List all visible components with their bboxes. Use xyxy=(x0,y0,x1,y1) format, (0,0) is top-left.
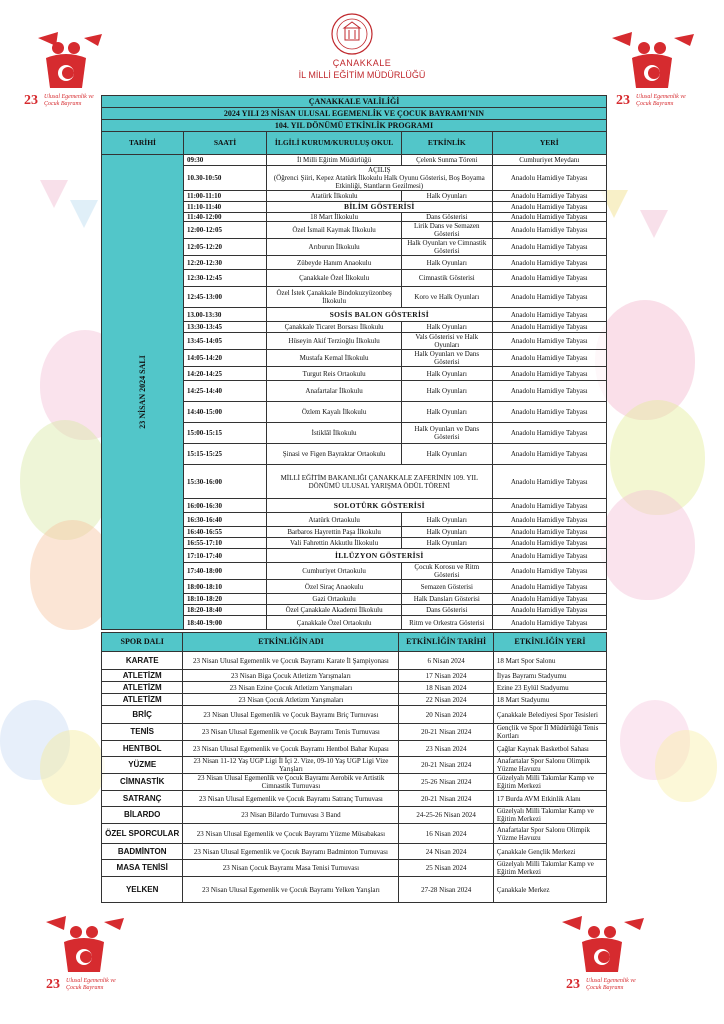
row-time: 14:20-14:25 xyxy=(183,367,266,381)
row-event: 23 Nisan Çocuk Bayramı Masa Tenisi Turnuvası xyxy=(183,860,399,877)
logo-number: 23 xyxy=(24,93,38,108)
row-time: 12:00-12:05 xyxy=(183,222,266,239)
row-event-date: 25-26 Nisan 2024 xyxy=(399,774,493,791)
row-organization: Özel Çanakkale Akademi İlkokulu xyxy=(267,605,402,616)
header-location: YERİ xyxy=(492,132,607,155)
row-event: 23 Nisan Ulusal Egemenlik ve Çocuk Bayramı Satranç Turnuvası xyxy=(183,791,399,807)
row-time: 12:30-12:45 xyxy=(183,270,266,287)
row-time: 15:15-15:25 xyxy=(183,444,266,465)
row-time: 18:10-18:20 xyxy=(183,594,266,605)
row-show-title: SOLOTÜRK GÖSTERİSİ xyxy=(267,499,492,513)
row-activity: Halk Oyunları xyxy=(402,322,492,333)
header-venue: ETKİNLİĞİN YERİ xyxy=(493,633,606,652)
row-activity: Halk Oyunları xyxy=(402,367,492,381)
row-activity: Lirik Dans ve Semazen Gösterisi xyxy=(402,222,492,239)
row-activity: Halk Oyunları ve Dans Gösterisi xyxy=(402,350,492,367)
row-location: Anadolu Hamidiye Tabyası xyxy=(492,444,607,465)
table-row xyxy=(102,774,607,791)
header-time: SAATİ xyxy=(183,132,266,155)
row-location: Cumhuriyet Meydanı xyxy=(492,155,607,166)
row-branch: ATLETİZM xyxy=(102,670,183,682)
row-event-date: 20-21 Nisan 2024 xyxy=(399,757,493,774)
bunting-decoration xyxy=(40,180,68,208)
row-location: Anadolu Hamidiye Tabyası xyxy=(492,191,607,202)
row-event-date: 20-21 Nisan 2024 xyxy=(399,724,493,741)
row-event: 23 Nisan Ulusal Egemenlik ve Çocuk Bayramı Hentbol Bahar Kupası xyxy=(183,741,399,757)
row-organization: Gazi Ortaokulu xyxy=(267,594,402,605)
row-location: Anadolu Hamidiye Tabyası xyxy=(492,616,607,630)
row-organization: Çanakkale Özel İlkokulu xyxy=(267,270,402,287)
row-activity: Halk Oyunları xyxy=(402,444,492,465)
row-organization: AÇILIŞ (Öğrenci Şiiri, Kepez Atatürk İlkokulu Halk Oyunu Gösterisi, Boş Boyama Etkinliği, Stantların Gezilmesi) xyxy=(267,166,492,191)
logo-line2: Çocuk Bayramı xyxy=(636,101,674,107)
row-activity: Semazen Gösterisi xyxy=(402,580,492,594)
program-title-3: 104. YIL DÖNÜMÜ ETKİNLİK PROGRAMI xyxy=(102,120,607,132)
row-event-date: 16 Nisan 2024 xyxy=(399,824,493,844)
row-organization: Özel İsmail Kaymak İlkokulu xyxy=(267,222,402,239)
row-location: Anadolu Hamidiye Tabyası xyxy=(492,594,607,605)
row-venue: Anafartalar Spor Salonu Olimpik Yüzme Havuzu xyxy=(493,757,606,774)
row-location: Anadolu Hamidiye Tabyası xyxy=(492,605,607,616)
row-venue: 17 Burda AVM Etkinlik Alanı xyxy=(493,791,606,807)
row-organization: Hüseyin Akif Terzioğlu İlkokulu xyxy=(267,333,402,350)
row-venue: Güzelyalı Milli Takımlar Kamp ve Eğitim Merkezi xyxy=(493,860,606,877)
row-organization: İstiklâl İlkokulu xyxy=(267,423,402,444)
row-event: 23 Nisan Ulusal Egemenlik ve Çocuk Bayramı Briç Turnuvası xyxy=(183,706,399,724)
row-time: 09:30 xyxy=(183,155,266,166)
row-branch: ATLETİZM xyxy=(102,694,183,706)
header-date: TARİHİ xyxy=(102,132,184,155)
row-time: 18:20-18:40 xyxy=(183,605,266,616)
table-row xyxy=(102,757,607,774)
row-activity: Çocuk Korosu ve Ritm Gösterisi xyxy=(402,563,492,580)
festival-logo xyxy=(40,912,128,992)
table-row xyxy=(102,724,607,741)
row-time: 13:30-13:45 xyxy=(183,322,266,333)
row-venue: Çağlar Kaynak Basketbol Sahası xyxy=(493,741,606,757)
program-title-1: ÇANAKKALE VALİLİĞİ xyxy=(102,96,607,108)
row-location: Anadolu Hamidiye Tabyası xyxy=(492,538,607,549)
row-event: 23 Nisan Ulusal Egemenlik ve Çocuk Bayramı Aerobik ve Artistik Cimnastik Turnuvası xyxy=(183,774,399,791)
table-row xyxy=(102,860,607,877)
row-organization: MİLLİ EĞİTİM BAKANLIĞI ÇANAKKALE ZAFERİNİN 109. YIL DÖNÜMÜ ULUSAL YARIŞMA ÖDÜL TÖRENİ xyxy=(267,465,492,499)
row-event-date: 6 Nisan 2024 xyxy=(399,652,493,670)
row-location: Anadolu Hamidiye Tabyası xyxy=(492,287,607,308)
logo-line1: Ulusal Egemenlik ve xyxy=(44,94,94,100)
row-organization: Çanakkale Özel Ortaokulu xyxy=(267,616,402,630)
header-event-date: ETKİNLİĞİN TARİHİ xyxy=(399,633,493,652)
row-time: 12:20-12:30 xyxy=(183,256,266,270)
row-activity: Halk Dansları Gösterisi xyxy=(402,594,492,605)
row-time: 18:40-19:00 xyxy=(183,616,266,630)
row-venue: Anafartalar Spor Salonu Olimpik Yüzme Havuzu xyxy=(493,824,606,844)
row-time: 16:55-17:10 xyxy=(183,538,266,549)
row-location: Anadolu Hamidiye Tabyası xyxy=(492,367,607,381)
balloon-decoration xyxy=(655,730,717,802)
row-activity: Dans Gösterisi xyxy=(402,605,492,616)
row-location: Anadolu Hamidiye Tabyası xyxy=(492,256,607,270)
row-location: Anadolu Hamidiye Tabyası xyxy=(492,580,607,594)
row-event: 23 Nisan Ulusal Egemenlik ve Çocuk Bayramı Tenis Turnuvası xyxy=(183,724,399,741)
bunting-decoration xyxy=(70,200,98,228)
bunting-decoration xyxy=(640,210,668,238)
row-location: Anadolu Hamidiye Tabyası xyxy=(492,499,607,513)
row-location: Anadolu Hamidiye Tabyası xyxy=(492,381,607,402)
row-organization: Atatürk İlkokulu xyxy=(267,191,402,202)
row-branch: TENİS xyxy=(102,724,183,741)
row-organization: Vali Fahrettin Akkutlu İlkokulu xyxy=(267,538,402,549)
row-event-date: 24-25-26 Nisan 2024 xyxy=(399,807,493,824)
row-activity: Halk Oyunları xyxy=(402,381,492,402)
table-row xyxy=(102,877,607,903)
row-event-date: 22 Nisan 2024 xyxy=(399,694,493,706)
row-activity: Ritm ve Orkestra Gösterisi xyxy=(402,616,492,630)
row-branch: CİMNASTİK xyxy=(102,774,183,791)
row-location: Anadolu Hamidiye Tabyası xyxy=(492,465,607,499)
program-date xyxy=(102,155,184,630)
logo-number: 23 xyxy=(616,93,630,108)
row-event-date: 24 Nisan 2024 xyxy=(399,844,493,860)
row-event: 23 Nisan Ulusal Egemenlik ve Çocuk Bayramı Karate İl Şampiyonası xyxy=(183,652,399,670)
festival-logo xyxy=(610,28,698,108)
row-event: 23 Nisan Ezine Çocuk Atletizm Yarışmaları xyxy=(183,682,399,694)
header-activity: ETKİNLİK xyxy=(402,132,492,155)
program-table xyxy=(101,95,607,630)
row-show-title: İLLÜZYON GÖSTERİSİ xyxy=(267,549,492,563)
row-branch: BİLARDO xyxy=(102,807,183,824)
row-location: Anadolu Hamidiye Tabyası xyxy=(492,166,607,191)
row-location: Anadolu Hamidiye Tabyası xyxy=(492,213,607,222)
row-event-date: 23 Nisan 2024 xyxy=(399,741,493,757)
row-time: 16:00-16:30 xyxy=(183,499,266,513)
row-venue: 18 Mart Stadyumu xyxy=(493,694,606,706)
row-organization: Atatürk Ortaokulu xyxy=(267,513,402,527)
ministry-city: ÇANAKKALE xyxy=(332,58,392,68)
row-time: 10.30-10:50 xyxy=(183,166,266,191)
row-time: 17:40-18:00 xyxy=(183,563,266,580)
header-org: İLGİLİ KURUM/KURULUŞ OKUL xyxy=(267,132,402,155)
row-time: 12:45-13:00 xyxy=(183,287,266,308)
row-event-date: 27-28 Nisan 2024 xyxy=(399,877,493,903)
row-branch: KARATE xyxy=(102,652,183,670)
row-location: Anadolu Hamidiye Tabyası xyxy=(492,549,607,563)
row-activity: Halk Oyunları xyxy=(402,256,492,270)
table-row xyxy=(102,791,607,807)
row-time: 14:25-14:40 xyxy=(183,381,266,402)
row-event: 23 Nisan Ulusal Egemenlik ve Çocuk Bayramı Badminton Turnuvası xyxy=(183,844,399,860)
row-venue: 18 Mart Spor Salonu xyxy=(493,652,606,670)
row-activity: Çelenk Sunma Töreni xyxy=(402,155,492,166)
row-time: 15:00-15:15 xyxy=(183,423,266,444)
row-branch: HENTBOL xyxy=(102,741,183,757)
row-branch: ÖZEL SPORCULAR xyxy=(102,824,183,844)
row-branch: BRİÇ xyxy=(102,706,183,724)
row-event: 23 Nisan Ulusal Egemenlik ve Çocuk Bayramı Yelken Yarışları xyxy=(183,877,399,903)
row-activity: Cimnastik Gösterisi xyxy=(402,270,492,287)
row-venue: Gençlik ve Spor İl Müdürlüğü Tenis Kortları xyxy=(493,724,606,741)
row-location: Anadolu Hamidiye Tabyası xyxy=(492,350,607,367)
row-activity: Halk Oyunları xyxy=(402,191,492,202)
row-organization: Zübeyde Hanım Anaokulu xyxy=(267,256,402,270)
table-row xyxy=(102,155,607,166)
row-time: 16:40-16:55 xyxy=(183,527,266,538)
row-organization: Barbaros Hayrettin Paşa İlkokulu xyxy=(267,527,402,538)
row-time: 16:30-16:40 xyxy=(183,513,266,527)
row-time: 15:30-16:00 xyxy=(183,465,266,499)
table-row xyxy=(102,741,607,757)
row-branch: MASA TENİSİ xyxy=(102,860,183,877)
row-activity: Koro ve Halk Oyunları xyxy=(402,287,492,308)
row-organization: Şinasi ve Figen Bayraktar Ortaokulu xyxy=(267,444,402,465)
row-activity: Halk Oyunları xyxy=(402,538,492,549)
logo-line1: Ulusal Egemenlik ve xyxy=(636,94,686,100)
ministry-directorate: İL MİLLİ EĞİTİM MÜDÜRLÜĞÜ xyxy=(298,70,426,80)
row-time: 14:05-14:20 xyxy=(183,350,266,367)
logo-number: 23 xyxy=(566,977,580,992)
row-organization: Anafartalar İlkokulu xyxy=(267,381,402,402)
row-location: Anadolu Hamidiye Tabyası xyxy=(492,222,607,239)
row-organization: 18 Mart İlkokulu xyxy=(267,213,402,222)
row-organization: Arıburun İlkokulu xyxy=(267,239,402,256)
row-venue: Çanakkale Belediyesi Spor Tesisleri xyxy=(493,706,606,724)
row-venue: Çanakkale Gençlik Merkezi xyxy=(493,844,606,860)
row-location: Anadolu Hamidiye Tabyası xyxy=(492,513,607,527)
row-event-date: 20 Nisan 2024 xyxy=(399,706,493,724)
table-row xyxy=(102,670,607,682)
table-row xyxy=(102,694,607,706)
logo-line1: Ulusal Egemenlik ve xyxy=(66,978,116,984)
row-location: Anadolu Hamidiye Tabyası xyxy=(492,239,607,256)
festival-logo xyxy=(560,912,648,992)
row-activity: Halk Oyunları xyxy=(402,513,492,527)
logo-line2: Çocuk Bayramı xyxy=(44,101,82,107)
row-event: 23 Nisan Bilardo Turnuvası 3 Band xyxy=(183,807,399,824)
row-time: 13:45-14:05 xyxy=(183,333,266,350)
program-date-label: 23 NİSAN 2024 SALI xyxy=(137,355,147,429)
row-event-date: 18 Nisan 2024 xyxy=(399,682,493,694)
table-row xyxy=(102,824,607,844)
row-activity: Vals Gösterisi ve Halk Oyunları xyxy=(402,333,492,350)
row-branch: BADMİNTON xyxy=(102,844,183,860)
row-location: Anadolu Hamidiye Tabyası xyxy=(492,563,607,580)
program-title-2: 2024 YILI 23 NİSAN ULUSAL EGEMENLİK VE ÇOCUK BAYRAMI'NIN xyxy=(102,108,607,120)
table-row xyxy=(102,706,607,724)
row-branch: YÜZME xyxy=(102,757,183,774)
row-location: Anadolu Hamidiye Tabyası xyxy=(492,402,607,423)
row-time: 17:10-17:40 xyxy=(183,549,266,563)
row-venue: Güzelyalı Milli Takımlar Kamp ve Eğitim Merkezi xyxy=(493,774,606,791)
row-event: 23 Nisan Biga Çocuk Atletizm Yarışmaları xyxy=(183,670,399,682)
table-row xyxy=(102,844,607,860)
row-activity: Halk Oyunları ve Cimnastik Gösterisi xyxy=(402,239,492,256)
row-activity: Halk Oyunları ve Dans Gösterisi xyxy=(402,423,492,444)
row-branch: SATRANÇ xyxy=(102,791,183,807)
row-activity: Halk Oyunları xyxy=(402,402,492,423)
row-organization: Cumhuriyet Ortaokulu xyxy=(267,563,402,580)
row-event: 23 Nisan Ulusal Egemenlik ve Çocuk Bayramı Yüzme Müsabakası xyxy=(183,824,399,844)
sports-table xyxy=(101,632,607,903)
row-location: Anadolu Hamidiye Tabyası xyxy=(492,202,607,213)
row-organization: Özel İstek Çanakkale Bindokuzyüzonbeş İlkokulu xyxy=(267,287,402,308)
row-event: 23 Nisan Çocuk Atletizm Yarışmaları xyxy=(183,694,399,706)
row-location: Anadolu Hamidiye Tabyası xyxy=(492,527,607,538)
row-event-date: 17 Nisan 2024 xyxy=(399,670,493,682)
logo-line2: Çocuk Bayramı xyxy=(66,985,104,991)
table-row xyxy=(102,682,607,694)
row-event: 23 Nisan 11-12 Yaş UGP Ligi İl İçi 2. Vize, 09-10 Yaş UGP Ligi Vize Yarışları xyxy=(183,757,399,774)
balloon-decoration xyxy=(600,490,695,600)
header-branch: SPOR DALI xyxy=(102,633,183,652)
row-show-title: SOSİS BALON GÖSTERİSİ xyxy=(267,308,492,322)
row-time: 11:10-11:40 xyxy=(183,202,266,213)
row-organization: Özel Siraç Anaokulu xyxy=(267,580,402,594)
row-organization: Özlem Kayalı İlkokulu xyxy=(267,402,402,423)
row-show-title: BİLİM GÖSTERİSİ xyxy=(267,202,492,213)
logo-number: 23 xyxy=(46,977,60,992)
row-activity: Dans Gösterisi xyxy=(402,213,492,222)
row-location: Anadolu Hamidiye Tabyası xyxy=(492,322,607,333)
table-row xyxy=(102,807,607,824)
festival-logo xyxy=(18,28,106,108)
row-event-date: 20-21 Nisan 2024 xyxy=(399,791,493,807)
row-activity: Halk Oyunları xyxy=(402,527,492,538)
row-organization: Çanakkale Ticaret Borsası İlkokulu xyxy=(267,322,402,333)
row-venue: Güzelyalı Milli Takımlar Kamp ve Eğitim Merkezi xyxy=(493,807,606,824)
row-venue: İlyas Bayramı Stadyumu xyxy=(493,670,606,682)
row-time: 13.00-13:30 xyxy=(183,308,266,322)
row-location: Anadolu Hamidiye Tabyası xyxy=(492,270,607,287)
row-venue: Ezine 23 Eylül Stadyumu xyxy=(493,682,606,694)
row-time: 18:00-18:10 xyxy=(183,580,266,594)
table-row xyxy=(102,652,607,670)
row-organization: Turgut Reis Ortaokulu xyxy=(267,367,402,381)
logo-line1: Ulusal Egemenlik ve xyxy=(586,978,636,984)
row-organization: Mustafa Kemal İlkokulu xyxy=(267,350,402,367)
row-event-date: 25 Nisan 2024 xyxy=(399,860,493,877)
row-location: Anadolu Hamidiye Tabyası xyxy=(492,333,607,350)
row-location: Anadolu Hamidiye Tabyası xyxy=(492,308,607,322)
row-time: 11:40-12:00 xyxy=(183,213,266,222)
ministry-emblem-icon xyxy=(330,12,374,56)
row-organization: İl Milli Eğitim Müdürlüğü xyxy=(267,155,402,166)
row-time: 12:05-12:20 xyxy=(183,239,266,256)
row-time: 11:00-11:10 xyxy=(183,191,266,202)
row-branch: YELKEN xyxy=(102,877,183,903)
row-time: 14:40-15:00 xyxy=(183,402,266,423)
balloon-decoration xyxy=(40,730,105,805)
row-location: Anadolu Hamidiye Tabyası xyxy=(492,423,607,444)
row-branch: ATLETİZM xyxy=(102,682,183,694)
logo-line2: Çocuk Bayramı xyxy=(586,985,624,991)
row-venue: Çanakkale Merkez xyxy=(493,877,606,903)
header-event: ETKİNLİĞİN ADI xyxy=(183,633,399,652)
